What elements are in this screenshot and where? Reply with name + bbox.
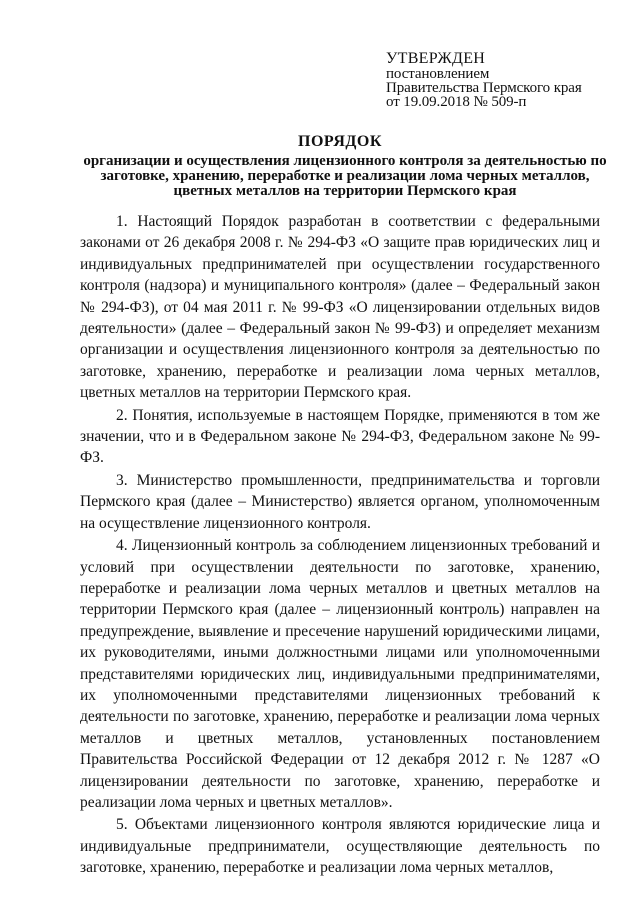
approval-line: постановлением: [386, 66, 490, 82]
document-body: [80, 211, 600, 879]
approval-line: Правительства Пермского края: [386, 80, 582, 96]
paragraph-2: 2. Понятия, используемые в настоящем Порядке, применяются в том же значении, что и в Федеральном законе № 294-ФЗ, Федеральном законе № 99-ФЗ.: [80, 406, 600, 467]
paragraph-1: 1. Настоящий Порядок разработан в соответствии с федеральными законами от 26 декабря 2008 г. № 294-ФЗ «О защите прав юридических лиц и индивидуальных предпринимателей при осуществлении государственного контроля (надзора) и муниципального контроля» (далее – Федеральный закон № 294-ФЗ), от 04 мая 2011 г. № 99-ФЗ «О лицензировании отдельных видов деятельности» (далее – Федеральный закон № 99-ФЗ) и определяет механизм организации и осуществления лицензионного контроля за деятельностью по заготовке, хранению, переработке и реализации лома черных металлов, цветных металлов на территории Пермского края.: [80, 213, 600, 402]
paragraph-4: 4. Лицензионный контроль за соблюдением лицензионных требований и условий при осуществлении деятельности по заготовке, хранению, переработке и реализации лома черных металлов и цветных металлов на территории Пермского края (далее – лицензионный контроль) направлен на предупреждение, выявление и пресечение нарушений юридическими лицами, их руководителями, иными должностными лицами или уполномоченными представителями юридических лиц, индивидуальными предпринимателями, их уполномоченными представителями лицензионных требований к деятельности по заготовке, хранению, переработке и реализации лома черных металлов и цветных металлов, установленных постановлением Правительства Российской Федерации от 12 декабря 2012 г. № 1287 «О лицензировании деятельности по заготовке, хранению, переработке и реализации лома черных и цветных металлов».: [80, 537, 600, 811]
approval-stamp: [386, 50, 582, 109]
approval-date-number: от 19.09.2018 № 509-п: [386, 94, 527, 110]
document-subtitle: организации и осуществления лицензионного контроля за деятельностью по заготовке, хранению, переработке и реализации лома черных металлов, цветных металлов на территории Пермского края: [83, 153, 607, 199]
approval-heading: УТВЕРЖДЕН: [386, 50, 486, 67]
paragraph-3: 3. Министерство промышленности, предпринимательства и торговли Пермского края (далее – Министерство) является органом, уполномоченным на осуществление лицензионного контроля.: [80, 471, 600, 532]
paragraph-5: 5. Объектами лицензионного контроля являются юридические лица и индивидуальные предприниматели, осуществляющие деятельность по заготовке, хранению, переработке и реализации лома черных металлов,: [80, 816, 600, 877]
document-title: ПОРЯДОК: [298, 133, 382, 150]
